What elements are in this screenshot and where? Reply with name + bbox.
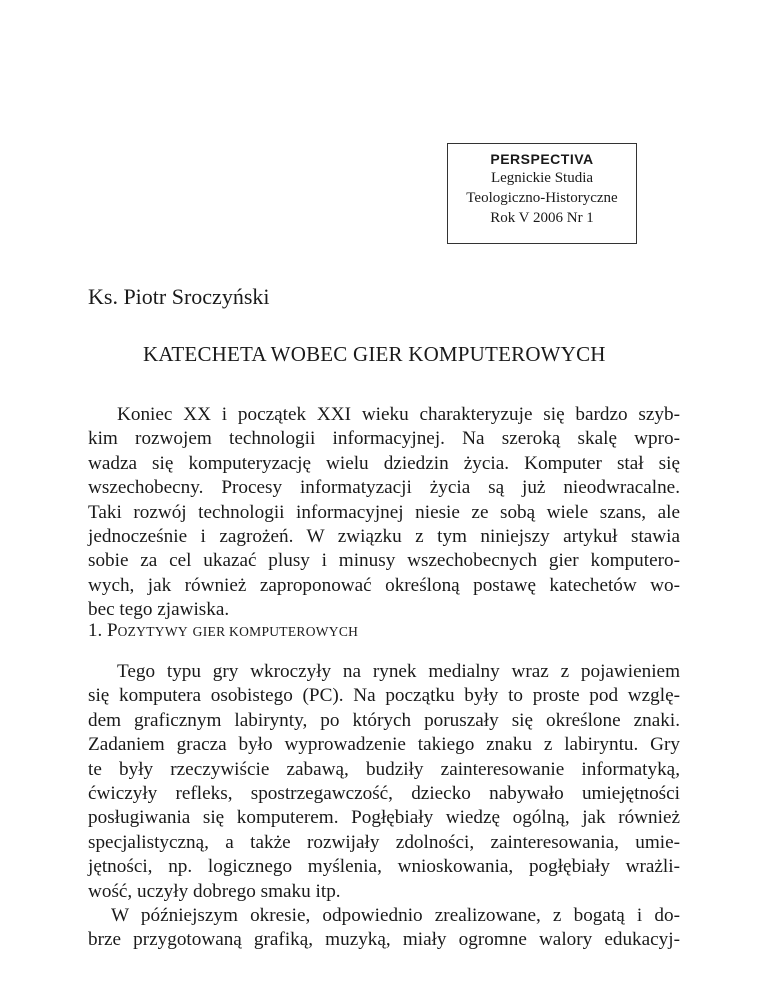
- text-line: wych, jak również zaproponować określoną postawę katechetów wo-: [88, 574, 680, 596]
- text-line: Koniec XX i początek XXI wieku charakteryzuje się bardzo szyb-: [117, 404, 680, 425]
- journal-subtitle-2: Teologiczno-Historyczne: [466, 190, 618, 206]
- text-line: wadza się komputeryzację wielu dziedzin życia. Komputer stał się: [88, 452, 680, 474]
- text-line: specjalistyczną, a także rozwijały zdolności, zainteresowania, umie-: [88, 831, 680, 853]
- text-line: W późniejszym okresie, odpowiednio zrealizowane, z bogatą i do-: [111, 905, 680, 927]
- section-heading: [88, 618, 358, 645]
- section-title-rest: GIER KOMPUTEROWYCH: [192, 624, 359, 639]
- journal-subtitle-1: Legnickie Studia: [490, 170, 594, 186]
- text-line: jednocześnie i zagrożeń. W związku z tym niniejszy artykuł stawia: [88, 526, 680, 548]
- text-line: brze przygotowaną grafiką, muzyką, miały ogromne walory edukacyj-: [88, 929, 680, 951]
- text-line: jętności, np. logicznego myślenia, wnioskowania, pogłębiały wrażli-: [88, 856, 680, 878]
- text-line: posługiwania się komputerem. Pogłębiały wiedzę ogólną, jak również: [88, 807, 680, 829]
- text-line: Tego typu gry wkroczyły na rynek medialny wraz z pojawieniem: [117, 661, 680, 682]
- article-title: KATECHETA WOBEC GIER KOMPUTEROWYCH: [143, 342, 606, 366]
- author-name: Ks. Piotr Sroczyński: [88, 284, 270, 309]
- text-line: te były rzeczywiście zabawą, budziły zainteresowanie informatyką,: [88, 758, 680, 780]
- text-line: wość, uczyły dobrego smaku itp.: [88, 880, 341, 902]
- text-line: Taki rozwój technologii informacyjnej niesie ze sobą wiele szans, ale: [88, 501, 680, 523]
- intro-paragraph: [88, 403, 680, 623]
- text-line: bec tego zjawiska.: [88, 599, 230, 621]
- text-line: Zadaniem gracza było wyprowadzenie takiego znaku z labiryntu. Gry: [88, 734, 680, 756]
- text-line: kim rozwojem technologii informacyjnej. Na szeroką skalę wpro-: [88, 428, 680, 450]
- journal-name: PERSPECTIVA: [490, 151, 594, 167]
- section-number: 1.: [88, 620, 103, 641]
- text-line: dem graficznym labirynty, po których poruszały się określone znaki.: [88, 709, 680, 731]
- journal-info-box: [447, 143, 637, 244]
- section-paragraph: [88, 660, 680, 953]
- text-line: wszechobecny. Procesy informatyzacji życia są już nieodwracalne.: [88, 477, 680, 499]
- text-line: sobie za cel ukazać plusy i minusy wszechobecnych gier komputero-: [88, 550, 680, 572]
- text-line: ćwiczyły refleks, spostrzegawczość, dziecko nabywało umiejętności: [88, 783, 680, 805]
- journal-issue: Rok V 2006 Nr 1: [490, 210, 594, 226]
- section-first-letter: P: [107, 620, 118, 641]
- section-first-word-rest: OZYTYWY: [117, 624, 188, 639]
- text-line: się komputera osobistego (PC). Na początku były to proste pod wzglę-: [88, 685, 680, 707]
